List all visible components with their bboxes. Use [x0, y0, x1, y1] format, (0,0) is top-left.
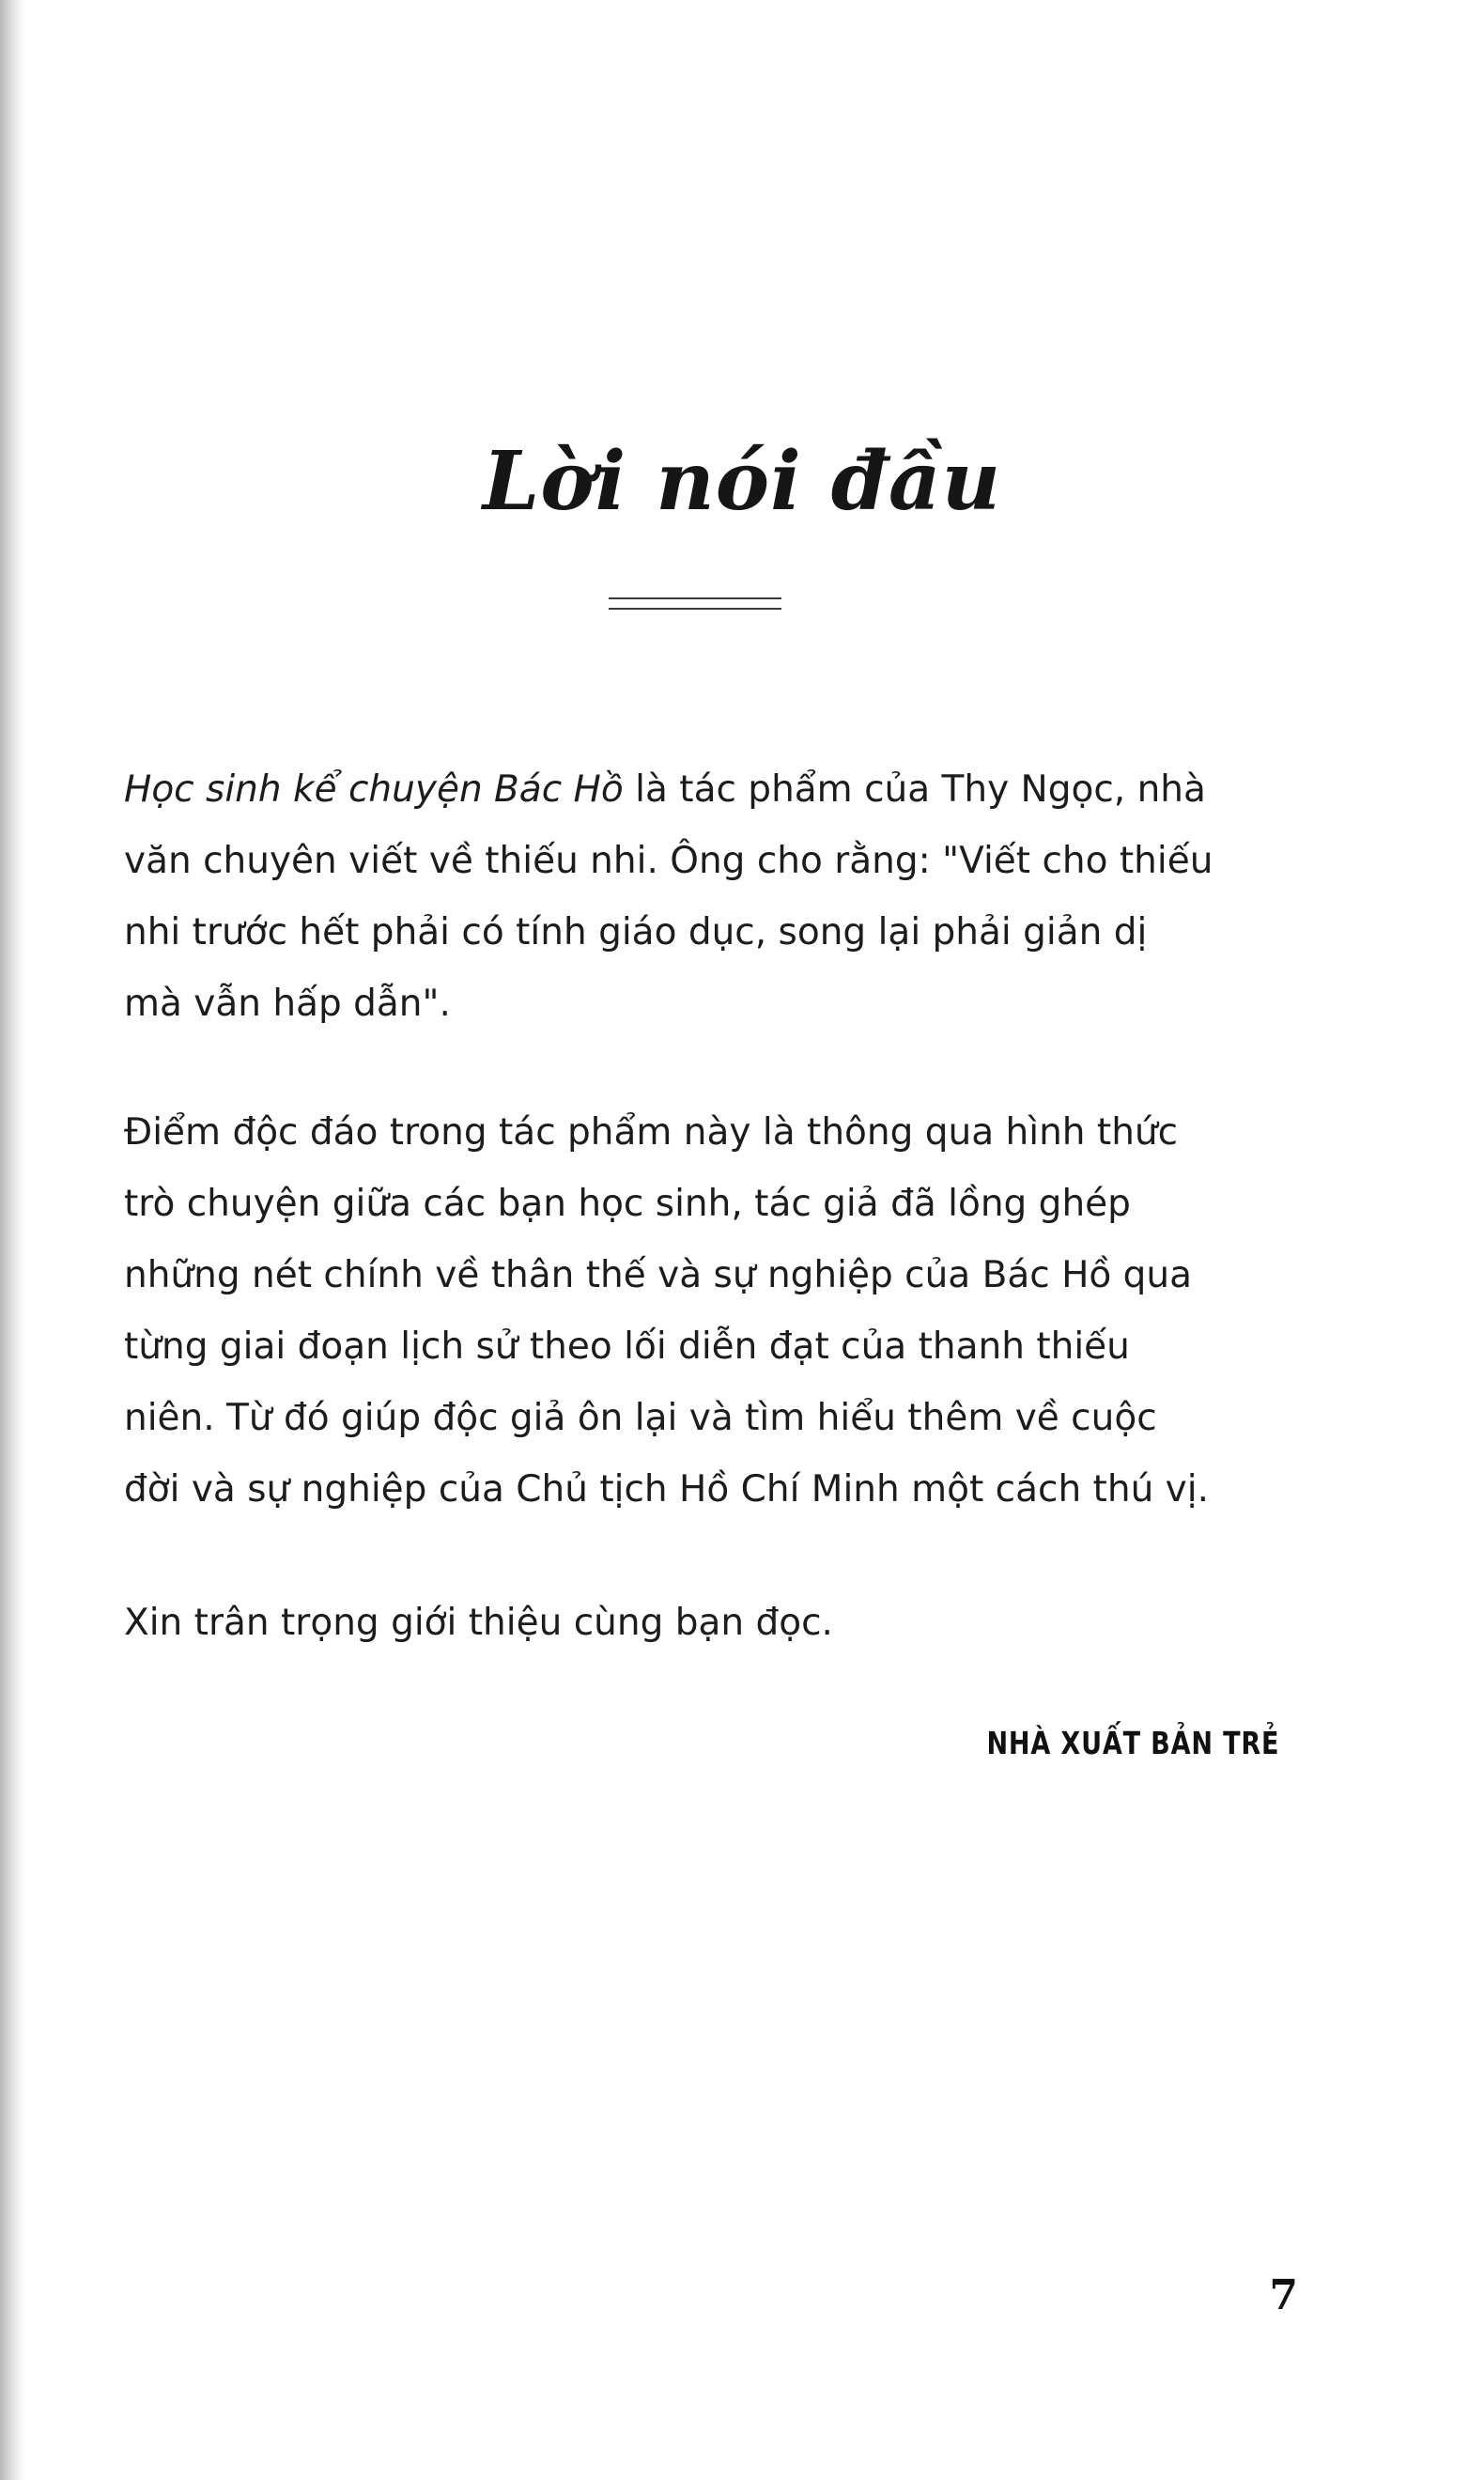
paragraph-line: đời và sự nghiệp của Chủ tịch Hồ Chí Minh một cách thú vị. [124, 1468, 1209, 1511]
closing-paragraph: Xin trân trọng giới thiệu cùng bạn đọc. [124, 1602, 833, 1644]
book-title: Học sinh kể chuyện Bác Hồ [124, 768, 624, 811]
paragraph-line: niên. Từ đó giúp độc giả ôn lại và tìm hiểu thêm về cuộc [124, 1397, 1157, 1439]
page-gutter-shadow [0, 0, 24, 2480]
paragraph-line: những nét chính về thân thế và sự nghiệp của Bác Hồ qua [124, 1254, 1193, 1296]
publisher-signature: NHÀ XUẤT BẢN TRẺ [986, 1725, 1279, 1761]
page-title: Lời nói đầu [482, 434, 1002, 529]
content-paragraph [124, 1097, 1298, 1526]
paragraph-line: văn chuyên viết về thiếu nhi. Ông cho rằng: "Viết cho thiếu [124, 840, 1213, 882]
paragraph-line: từng giai đoạn lịch sử theo lối diễn đạt của thanh thiếu [124, 1325, 1130, 1368]
paragraph-line-text: là tác phẩm của Thy Ngọc, nhà [623, 768, 1206, 811]
paragraph-line: trò chuyện giữa các bạn học sinh, tác giả đã lồng ghép [124, 1183, 1131, 1225]
paragraph-line: mà vẫn hấp dẫn". [124, 983, 451, 1025]
paragraph-line: Điểm độc đáo trong tác phẩm này là thông qua hình thức [124, 1111, 1179, 1154]
intro-paragraph [124, 754, 1298, 1040]
page-number: 7 [1269, 2271, 1298, 2319]
paragraph-line [124, 754, 1298, 826]
paragraph-line: nhi trước hết phải có tính giáo dục, song lại phải giản dị [124, 911, 1148, 953]
title-divider [609, 597, 781, 610]
